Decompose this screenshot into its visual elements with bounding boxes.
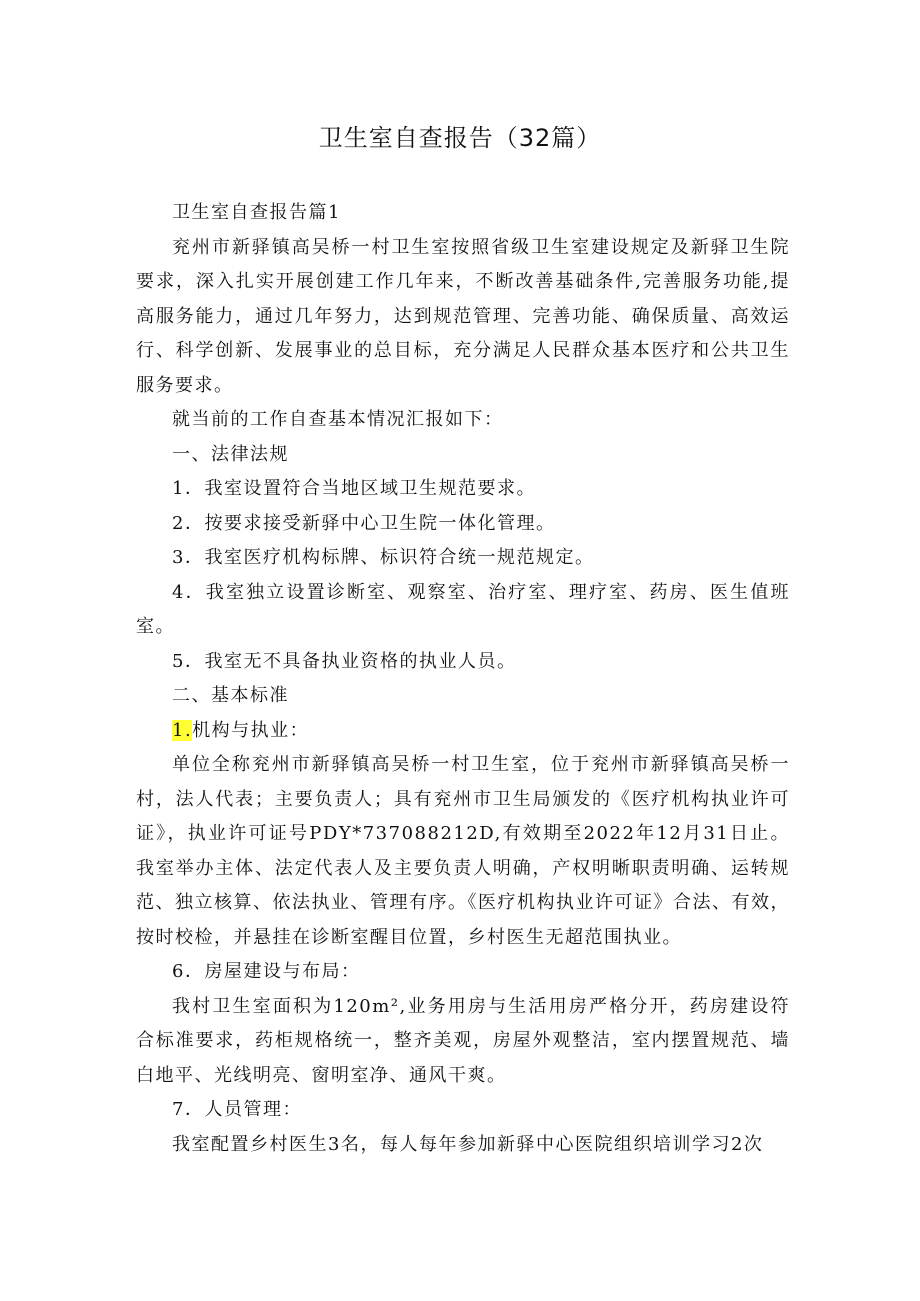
subheading-institution xyxy=(136,714,790,749)
subheading-text: 机构与执业： xyxy=(192,719,310,741)
document-title: 卫生室自查报告（32篇） xyxy=(318,124,602,152)
staff-paragraph: 我室配置乡村医生3名，每人每年参加新驿中心医院组织培训学习2次 xyxy=(172,1133,764,1155)
highlight-mark: 1. xyxy=(172,719,193,741)
list-item: 3．我室医疗机构标牌、标识符合统一规范规定。 xyxy=(172,547,595,568)
list-item: 4．我室独立设置诊断室、观察室、治疗室、理疗室、药房、医生值班室。 xyxy=(136,581,790,637)
section-heading: 卫生室自查报告篇1 xyxy=(172,202,341,223)
report-intro-line: 就当前的工作自查基本情况汇报如下： xyxy=(172,409,504,430)
list-item: 1．我室设置符合当地区域卫生规范要求。 xyxy=(172,478,536,499)
building-paragraph: 我村卫生室面积为120m²,业务用房与生活用房严格分开，药房建设符合标准要求，药柜规格统一，整齐美观，房屋外观整洁，室内摆置规范、墙白地平、光线明亮、窗明室净、通风干爽。 xyxy=(136,995,790,1086)
institution-paragraph: 单位全称兖州市新驿镇高吴桥一村卫生室，位于兖州市新驿镇高吴桥一村，法人代表；主要负责人；具有兖州市卫生局颁发的《医疗机构执业许可证》，执业许可证号PDY*737088212D,有效期至2022年12月31日止。我室举办主体、法定代表人及主要负责人明确，产权明晰职责明确、运转规范、独立核算、依法执业、管理有序。《医疗机构执业许可证》合法、有效，按时校检，并悬挂在诊断室醒目位置，乡村医生无超范围执业。 xyxy=(136,754,790,948)
subheading-staff: 7．人员管理： xyxy=(172,1099,302,1120)
section-heading-standards: 二、基本标准 xyxy=(172,685,289,706)
document-body xyxy=(136,196,790,1162)
section-heading-laws: 一、法律法规 xyxy=(172,443,289,465)
subheading-building: 6．房屋建设与布局： xyxy=(172,961,361,982)
list-item: 2．按要求接受新驿中心卫生院一体化管理。 xyxy=(172,512,556,534)
list-item: 5．我室无不具备执业资格的执业人员。 xyxy=(172,650,517,672)
intro-paragraph: 兖州市新驿镇高吴桥一村卫生室按照省级卫生室建设规定及新驿卫生院要求，深入扎实开展创建工作几年来，不断改善基础条件,完善服务功能,提高服务能力，通过几年努力，达到规范管理、完善功能、确保质量、高效运行、科学创新、发展事业的总目标，充分满足人民群众基本医疗和公共卫生服务要求。 xyxy=(136,236,790,396)
